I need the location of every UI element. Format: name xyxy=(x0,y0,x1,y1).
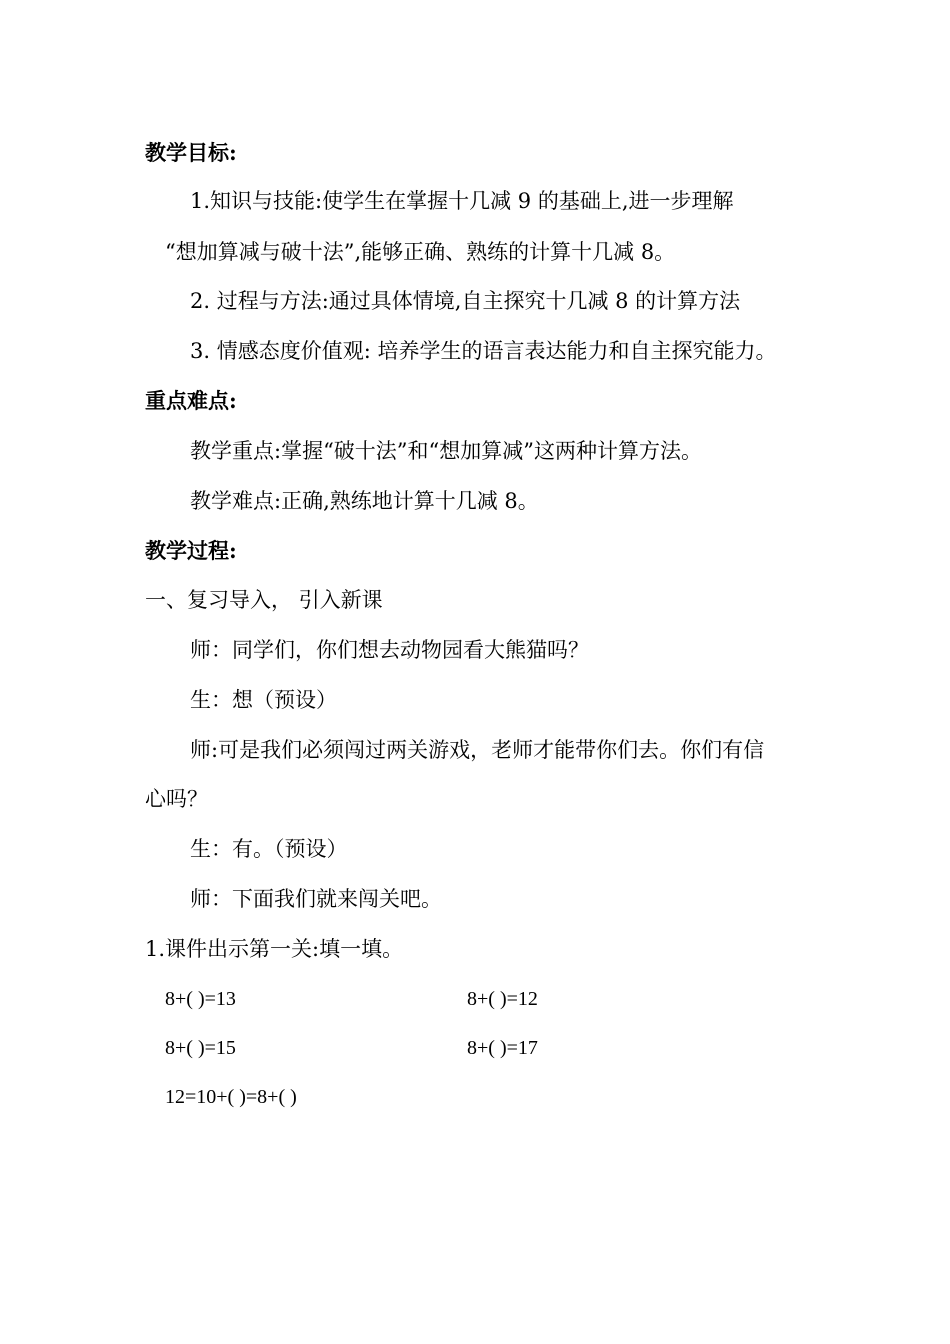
difficult-point: 教学难点:正确,熟练地计算十几减 8。 xyxy=(190,489,539,513)
objective-1-line-1: 1.知识与技能:使学生在掌握十几减 9 的基础上,进一步理解 xyxy=(190,189,734,213)
activity-title: 1.课件出示第一关:填一填。 xyxy=(145,937,404,961)
exercise-item: 12=10+( )=8+( ) xyxy=(165,1086,297,1108)
process-heading: 教学过程: xyxy=(145,538,237,563)
objectives-heading: 教学目标: xyxy=(145,140,237,165)
exercise-item: 8+( )=13 xyxy=(165,988,236,1010)
objective-1-line-2: “想加算减与破十法”,能够正确、熟练的计算十几减 8。 xyxy=(165,240,676,264)
dialogue-line: 生：有。（预设） xyxy=(190,837,348,861)
key-points-heading: 重点难点: xyxy=(145,388,237,413)
dialogue-line: 师:可是我们必须闯过两关游戏，老师才能带你们去。你们有信 xyxy=(190,738,765,762)
objective-2: 2. 过程与方法:通过具体情境,自主探究十几减 8 的计算方法 xyxy=(190,289,741,313)
part-one-title: 一、复习导入， 引入新课 xyxy=(145,588,383,612)
key-point: 教学重点:掌握“破十法”和“想加算减”这两种计算方法。 xyxy=(190,439,703,463)
dialogue-line: 生：想（预设） xyxy=(190,688,337,712)
dialogue-line: 心吗？ xyxy=(145,787,208,811)
dialogue-line: 师：同学们，你们想去动物园看大熊猫吗？ xyxy=(190,638,589,662)
exercise-item: 8+( )=12 xyxy=(467,988,538,1010)
exercise-item: 8+( )=15 xyxy=(165,1037,236,1059)
dialogue-line: 师：下面我们就来闯关吧。 xyxy=(190,887,442,911)
exercise-item: 8+( )=17 xyxy=(467,1037,538,1059)
objective-3: 3. 情感态度价值观: 培养学生的语言表达能力和自主探究能力。 xyxy=(190,339,777,363)
